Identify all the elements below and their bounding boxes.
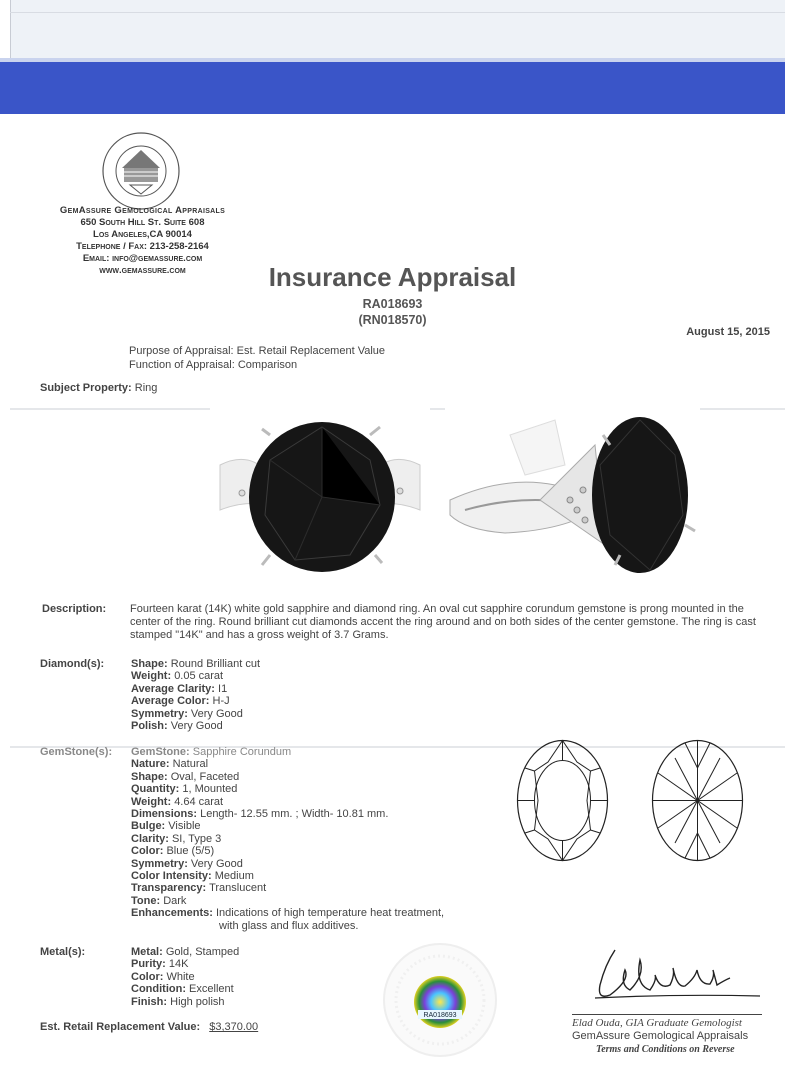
spec-row: Finish: High polish <box>131 995 225 1008</box>
signature-line <box>572 1014 762 1015</box>
appraisal-date: August 15, 2015 <box>686 326 770 338</box>
function-label: Function of Appraisal: <box>129 359 235 371</box>
spec-row: Symmetry: Very Good <box>131 707 243 720</box>
signature <box>585 940 770 1015</box>
ring-front-photo <box>210 405 430 585</box>
value-label: Est. Retail Replacement Value: <box>40 1021 201 1033</box>
function-of-appraisal <box>129 359 297 371</box>
ring-side-photo <box>445 405 700 585</box>
spec-row-continued: with glass and flux additives. <box>219 919 359 932</box>
signature-company: GemAssure Gemological Appraisals <box>572 1030 749 1042</box>
diamond-specs <box>131 658 260 732</box>
page-title: Insurance Appraisal <box>268 262 517 292</box>
retail-value <box>40 1021 258 1033</box>
background-sheet <box>10 0 785 58</box>
description-text: Fourteen karat (14K) white gold sapphire and diamond ring. An oval cut sapphire corundum gemstone is prong mounted in the center of the ring. Round brilliant cut diamonds accent the ring around and on both sides of the center gemstone. The ring is cast stamped "14K" and has a gross weight of 3.7 Grams. <box>130 603 756 641</box>
company-website: www.gemassure.com <box>99 265 186 276</box>
spec-row: Bulge: Visible <box>131 820 201 833</box>
spec-row: Dimensions: Length- 12.55 mm. ; Width- 10.81 mm. <box>131 808 389 821</box>
subject-value: Ring <box>134 382 158 394</box>
spec-row: Nature: Natural <box>131 758 209 771</box>
spec-row: Quantity: 1, Mounted <box>131 783 238 796</box>
purpose-of-appraisal <box>129 345 385 357</box>
hologram-seal <box>380 940 500 1060</box>
function-value: Comparison <box>237 359 298 371</box>
seal-number: RA018693 <box>423 1012 457 1019</box>
spec-row: Color: White <box>131 970 195 983</box>
company-city: Los Angeles,CA 90014 <box>93 229 192 240</box>
diamonds-label: Diamond(s): <box>40 658 105 670</box>
purpose-label: Purpose of Appraisal: <box>129 345 234 357</box>
metals-label: Metal(s): <box>40 946 86 958</box>
spec-row: Condition: Excellent <box>131 983 234 996</box>
terms-note: Terms and Conditions on Reverse <box>596 1044 735 1055</box>
spec-row: Tone: Dark <box>131 894 187 907</box>
spec-row: Transparency: Translucent <box>131 882 267 895</box>
spec-row: Average Clarity: I1 <box>131 682 228 695</box>
company-address: 650 South Hill St. Suite 608 <box>80 217 205 228</box>
sheet-edge <box>10 12 785 13</box>
gemstone-specs <box>131 746 444 932</box>
spec-row: Average Color: H-J <box>131 695 230 708</box>
subject-property <box>40 382 157 394</box>
spec-row: Purity: 14K <box>131 958 189 971</box>
blue-folder-band <box>0 62 785 114</box>
company-email: Email: info@gemassure.com <box>82 253 203 264</box>
purpose-value: Est. Retail Replacement Value <box>236 345 386 357</box>
spec-row: Shape: Oval, Faceted <box>131 770 240 783</box>
oval-pavilion-diagram <box>650 738 745 863</box>
spec-row: Shape: Round Brilliant cut <box>131 658 261 670</box>
value-amount: $3,370.00 <box>209 1021 259 1033</box>
gemstones-label: GemStone(s): <box>40 746 113 758</box>
oval-crown-diagram <box>515 738 610 863</box>
spec-row: Enhancements: Indications of high temperature heat treatment, <box>131 907 445 920</box>
gemologist-name: Elad Ouda, GIA Graduate Gemologist <box>572 1017 742 1029</box>
spec-row: Metal: Gold, Stamped <box>131 946 240 958</box>
reference-number: (RN018570) <box>358 313 427 327</box>
company-phone: Telephone / Fax: 213-258-2164 <box>76 241 209 252</box>
metal-specs <box>131 946 239 1008</box>
spec-row: Weight: 0.05 carat <box>131 670 224 683</box>
spec-row: Color: Blue (5/5) <box>131 845 215 858</box>
logo-text <box>98 126 184 146</box>
company-name: GemAssure Gemological Appraisals <box>59 205 226 216</box>
spec-row: Color Intensity: Medium <box>131 870 254 883</box>
spec-row: GemStone: Sapphire Corundum <box>131 746 292 758</box>
spec-row: Clarity: SI, Type 3 <box>131 832 222 845</box>
spec-row: Weight: 4.64 carat <box>131 795 224 808</box>
spec-row: Symmetry: Very Good <box>131 857 243 870</box>
description-label: Description: <box>42 603 107 615</box>
appraisal-number: RA018693 <box>362 297 423 311</box>
subject-label: Subject Property: <box>40 382 132 394</box>
spec-row: Polish: Very Good <box>131 720 223 733</box>
